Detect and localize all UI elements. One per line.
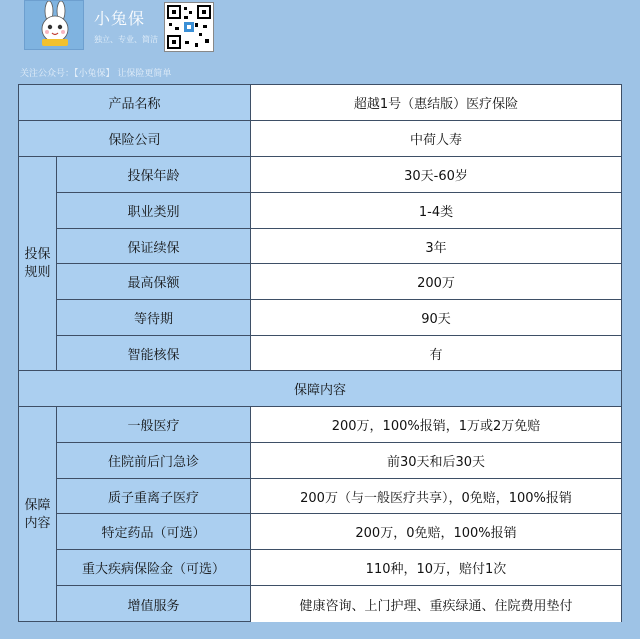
- table-row: [57, 550, 621, 586]
- follow-account-text: 关注公众号：【小兔保】 让保险更简单: [20, 69, 172, 79]
- coverage-value: 200万（与一般医疗共享），0免赔，100%报销: [251, 479, 621, 513]
- table-row: [57, 300, 621, 336]
- table-row: [57, 229, 621, 264]
- coverage-value: 前30天和后30天: [251, 443, 621, 478]
- coverage-label: 特定药品（可选）: [57, 514, 251, 549]
- coverage-label: 增值服务: [57, 586, 251, 622]
- rules-group-label: 投保规则: [19, 157, 57, 371]
- coverage-label: 重大疾病保险金（可选）: [57, 550, 251, 585]
- table-row: [19, 85, 621, 121]
- rule-label: 保证续保: [57, 229, 251, 263]
- table-row: [57, 443, 621, 479]
- rule-value: 90天: [251, 300, 621, 335]
- brand-slogan: 独立、专业、简洁: [94, 35, 158, 44]
- table-row: [57, 407, 621, 443]
- coverage-label: 住院前后门急诊: [57, 443, 251, 478]
- rule-label: 等待期: [57, 300, 251, 335]
- product-name-label: 产品名称: [19, 85, 251, 120]
- qr-code-icon: [164, 2, 214, 52]
- table-row: [57, 336, 621, 371]
- coverage-section-header: 保障内容: [293, 383, 346, 398]
- rule-value: 3年: [251, 229, 621, 263]
- coverage-value: 200万，100%报销，1万或2万免赔: [251, 407, 621, 442]
- insurance-table: [18, 84, 622, 622]
- rule-label: 职业类别: [57, 193, 251, 228]
- rule-value: 30天-60岁: [251, 157, 621, 192]
- table-row: [57, 586, 621, 622]
- table-row: [19, 121, 621, 157]
- company-label: 保险公司: [19, 121, 251, 156]
- coverage-label: 一般医疗: [57, 407, 251, 442]
- table-row: [57, 157, 621, 193]
- rule-value: 1-4类: [251, 193, 621, 228]
- table-row: [19, 371, 621, 407]
- rule-value: 有: [251, 336, 621, 370]
- coverage-value: 健康咨询、上门护理、重疾绿通、住院费用垫付: [251, 586, 621, 622]
- rule-label: 最高保额: [57, 264, 251, 299]
- table-row: [57, 479, 621, 514]
- company-value: 中荷人寿: [251, 121, 621, 156]
- rule-value: 200万: [251, 264, 621, 299]
- coverage-value: 110种，10万，赔付1次: [251, 550, 621, 585]
- table-row: [57, 193, 621, 229]
- table-row: [57, 514, 621, 550]
- coverage-group-label: 保障内容: [19, 407, 57, 622]
- product-name-value: 超越1号（惠结版）医疗保险: [251, 85, 621, 120]
- rule-label: 智能核保: [57, 336, 251, 370]
- coverage-value: 200万，0免赔，100%报销: [251, 514, 621, 549]
- header-banner: [0, 0, 640, 84]
- rule-label: 投保年龄: [57, 157, 251, 192]
- rabbit-logo-icon: [24, 0, 84, 50]
- brand-name: 小兔保: [94, 9, 146, 28]
- coverage-label: 质子重离子医疗: [57, 479, 251, 513]
- table-row: [57, 264, 621, 300]
